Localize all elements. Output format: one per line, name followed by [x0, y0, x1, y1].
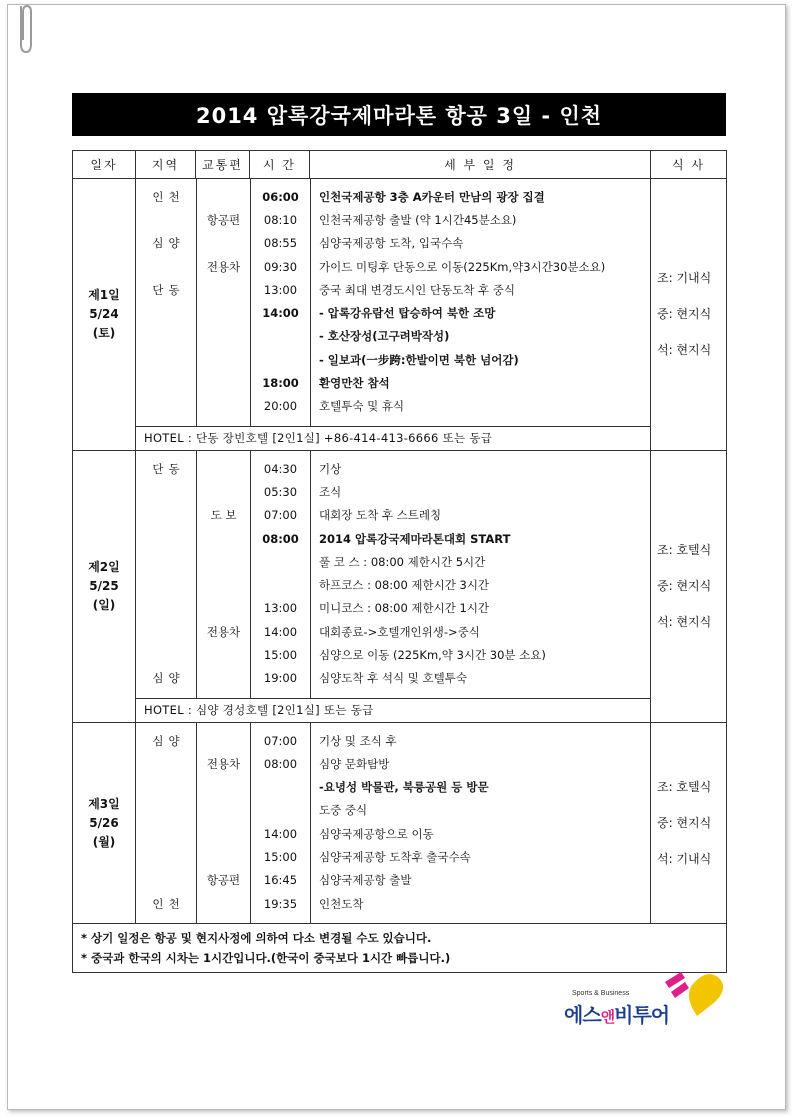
itinerary-row [136, 845, 650, 868]
time-cell [250, 325, 310, 348]
activity-cell: 심양으로 이동 (225Km,약 3시간 30분 소요) [310, 643, 650, 666]
transport-cell [196, 278, 250, 301]
activity-cell: 호텔투숙 및 휴식 [310, 395, 650, 418]
day-label-cell [73, 179, 136, 451]
day-day-label: 제2일 [88, 559, 120, 574]
itinerary-row [136, 395, 650, 418]
time-cell: 14:00 [250, 301, 310, 324]
itinerary-row [136, 643, 650, 666]
page-title: 2014 압록강국제마라톤 항공 3일 - 인천 [72, 93, 726, 136]
location-cell: 인천 [152, 189, 185, 204]
meal-item: 조: 기내식 [657, 271, 712, 286]
transport-cell [196, 776, 250, 799]
itinerary-block [136, 179, 651, 427]
time-cell: 13:00 [250, 597, 310, 620]
hotel-info: HOTEL : 심양 경성호텔 [2인1실] 또는 동급 [136, 698, 651, 722]
itinerary-row [136, 348, 650, 371]
activity-cell: 심양국제공항 출발 [310, 869, 650, 892]
logo-subtitle: Sports & Business [572, 990, 630, 997]
header-meals: 식 사 [651, 151, 727, 179]
time-cell [250, 550, 310, 573]
itinerary-row [136, 457, 650, 480]
day-day-label: 제1일 [88, 287, 120, 302]
paper-clip-icon [13, 0, 35, 58]
transport-cell [196, 822, 250, 845]
meal-item: 조: 호텔식 [657, 543, 712, 558]
table-header-row [73, 151, 727, 179]
activity-cell: 하프코스 : 08:00 제한시간 3시간 [310, 573, 650, 596]
activity-cell: 기상 [310, 457, 650, 480]
transport-cell [196, 667, 250, 690]
activity-cell: 인천국제공항 3층 A카운터 만남의 광장 집결 [310, 185, 650, 208]
meal-item: 중: 현지식 [657, 816, 712, 831]
transport-cell: 전용차 [196, 752, 250, 775]
activity-cell: 심양국제공항 도착, 입국수속 [310, 232, 650, 255]
header-details: 세 부 일 정 [310, 151, 651, 179]
itinerary-row [136, 527, 650, 550]
day-day-label: 제3일 [88, 796, 120, 811]
time-cell: 14:00 [250, 822, 310, 845]
activity-cell: 2014 압록강국제마라톤대회 START [310, 527, 650, 550]
day-label-cell [73, 722, 136, 923]
hotel-row [73, 426, 727, 450]
hotel-info: HOTEL : 단동 장빈호텔 [2인1실] +86-414-413-6666 또는 동급 [136, 426, 651, 450]
day-weekday: (일) [92, 597, 116, 612]
transport-cell [196, 301, 250, 324]
transport-cell [196, 597, 250, 620]
transport-cell [196, 185, 250, 208]
time-cell: 13:00 [250, 278, 310, 301]
itinerary-row [136, 892, 650, 915]
transport-cell: 전용차 [196, 620, 250, 643]
transport-cell [196, 348, 250, 371]
time-cell [250, 799, 310, 822]
transport-cell [196, 480, 250, 503]
time-cell: 18:00 [250, 371, 310, 394]
header-region: 지역 [136, 151, 196, 179]
time-cell: 09:30 [250, 255, 310, 278]
notes-section [73, 924, 727, 973]
time-cell: 08:55 [250, 232, 310, 255]
itinerary-row [136, 185, 650, 208]
itinerary-row [136, 869, 650, 892]
itinerary-row [136, 371, 650, 394]
itinerary-block [136, 722, 651, 923]
location-cell: 단동 [152, 461, 185, 476]
day-row [73, 722, 727, 923]
hotel-row [73, 698, 727, 722]
transport-cell [196, 232, 250, 255]
day-date: 5/26 [89, 815, 119, 830]
activity-cell: -요녕성 박물관, 북릉공원 등 방문 [310, 776, 650, 799]
itinerary-row [136, 620, 650, 643]
time-cell: 05:30 [250, 480, 310, 503]
header-date: 일자 [73, 151, 136, 179]
activity-cell: 심양국제공항으로 이동 [310, 822, 650, 845]
time-cell: 19:35 [250, 892, 310, 915]
location-cell: 심양 [152, 733, 185, 748]
time-cell: 15:00 [250, 643, 310, 666]
activity-cell: - 호산장성(고구려박작성) [310, 325, 650, 348]
transport-cell: 항공편 [196, 869, 250, 892]
meal-item: 중: 현지식 [657, 579, 712, 594]
activity-cell: 심양 문화탐방 [310, 752, 650, 775]
time-cell: 14:00 [250, 620, 310, 643]
itinerary-row [136, 573, 650, 596]
meal-item: 중: 현지식 [657, 307, 712, 322]
transport-cell: 전용차 [196, 255, 250, 278]
transport-cell [196, 643, 250, 666]
time-cell: 06:00 [250, 185, 310, 208]
time-cell: 08:00 [250, 527, 310, 550]
itinerary-row [136, 301, 650, 324]
itinerary-row [136, 776, 650, 799]
activity-cell: 중국 최대 변경도시인 단동도착 후 중식 [310, 278, 650, 301]
itinerary-row [136, 667, 650, 690]
activity-cell: 심양도착 후 석식 및 호텔투숙 [310, 667, 650, 690]
activity-cell: 미니코스 : 08:00 제한시간 1시간 [310, 597, 650, 620]
activity-cell: 가이드 미팅후 단동으로 이동(225Km,약3시간30분소요) [310, 255, 650, 278]
transport-cell [196, 799, 250, 822]
header-time: 시 간 [250, 151, 310, 179]
time-cell: 20:00 [250, 395, 310, 418]
time-cell: 08:00 [250, 752, 310, 775]
header-transport: 교통편 [196, 151, 250, 179]
location-cell: 심양 [152, 671, 185, 686]
company-logo [560, 968, 730, 1028]
time-cell [250, 348, 310, 371]
itinerary-row [136, 822, 650, 845]
itinerary-row [136, 799, 650, 822]
meals-cell [651, 450, 727, 722]
itinerary-row [136, 278, 650, 301]
activity-cell: 대회장 도착 후 스트레칭 [310, 504, 650, 527]
activity-cell: 대회종료->호텔개인위생->중식 [310, 620, 650, 643]
location-cell: 인천 [152, 896, 185, 911]
location-cell: 단동 [152, 282, 185, 297]
transport-cell [196, 457, 250, 480]
meals-cell [651, 179, 727, 451]
time-cell: 19:00 [250, 667, 310, 690]
day-label-cell [73, 450, 136, 722]
activity-cell: 기상 및 조식 후 [310, 729, 650, 752]
activity-cell: 심양국제공항 도착후 출국수속 [310, 845, 650, 868]
itinerary-row [136, 232, 650, 255]
transport-cell [196, 729, 250, 752]
transport-cell [196, 395, 250, 418]
logo-wordmark: 에스앤비투어 [564, 1003, 670, 1027]
time-cell [250, 573, 310, 596]
transport-cell: 항공편 [196, 208, 250, 231]
transport-cell: 도 보 [196, 504, 250, 527]
transport-cell [196, 371, 250, 394]
day-weekday: (토) [92, 325, 116, 340]
note-line: * 중국과 한국의 시차는 1시간입니다.(한국이 중국보다 1시간 빠릅니다.) [81, 951, 451, 966]
time-cell: 07:00 [250, 504, 310, 527]
day-row [73, 450, 727, 698]
time-cell: 04:30 [250, 457, 310, 480]
day-date: 5/24 [89, 306, 119, 321]
itinerary-row [136, 729, 650, 752]
activity-cell: - 압록강유람선 탑승하여 북한 조망 [310, 301, 650, 324]
time-cell: 16:45 [250, 869, 310, 892]
meal-item: 석: 현지식 [657, 343, 712, 358]
itinerary-row [136, 752, 650, 775]
meal-item: 조: 호텔식 [657, 780, 712, 795]
transport-cell [196, 573, 250, 596]
day-weekday: (월) [92, 834, 116, 849]
itinerary-row [136, 597, 650, 620]
day-date: 5/25 [89, 578, 119, 593]
meals-cell [651, 722, 727, 923]
transport-cell [196, 325, 250, 348]
note-line: * 상기 일정은 항공 및 현지사정에 의하여 다소 변경될 수도 있습니다. [81, 931, 432, 946]
time-cell [250, 776, 310, 799]
transport-cell [196, 527, 250, 550]
time-cell: 15:00 [250, 845, 310, 868]
activity-cell: 풀 코 스 : 08:00 제한시간 5시간 [310, 550, 650, 573]
itinerary-block [136, 450, 651, 698]
schedule-table [72, 150, 727, 973]
transport-cell [196, 845, 250, 868]
itinerary-row [136, 504, 650, 527]
activity-cell: - 일보과(一步跨:한발이면 북한 넘어감) [310, 348, 650, 371]
activity-cell: 인천도착 [310, 892, 650, 915]
activity-cell: 인천국제공항 출발 (약 1시간45분소요) [310, 208, 650, 231]
time-cell: 08:10 [250, 208, 310, 231]
itinerary-row [136, 550, 650, 573]
itinerary-row [136, 255, 650, 278]
day-row [73, 179, 727, 427]
meal-item: 석: 기내식 [657, 852, 712, 867]
activity-cell: 조식 [310, 480, 650, 503]
transport-cell [196, 550, 250, 573]
time-cell: 07:00 [250, 729, 310, 752]
activity-cell: 도중 중식 [310, 799, 650, 822]
itinerary-row [136, 325, 650, 348]
location-cell: 심양 [152, 236, 185, 251]
itinerary-row [136, 480, 650, 503]
activity-cell: 환영만찬 참석 [310, 371, 650, 394]
itinerary-row [136, 208, 650, 231]
transport-cell [196, 892, 250, 915]
meal-item: 석: 현지식 [657, 615, 712, 630]
